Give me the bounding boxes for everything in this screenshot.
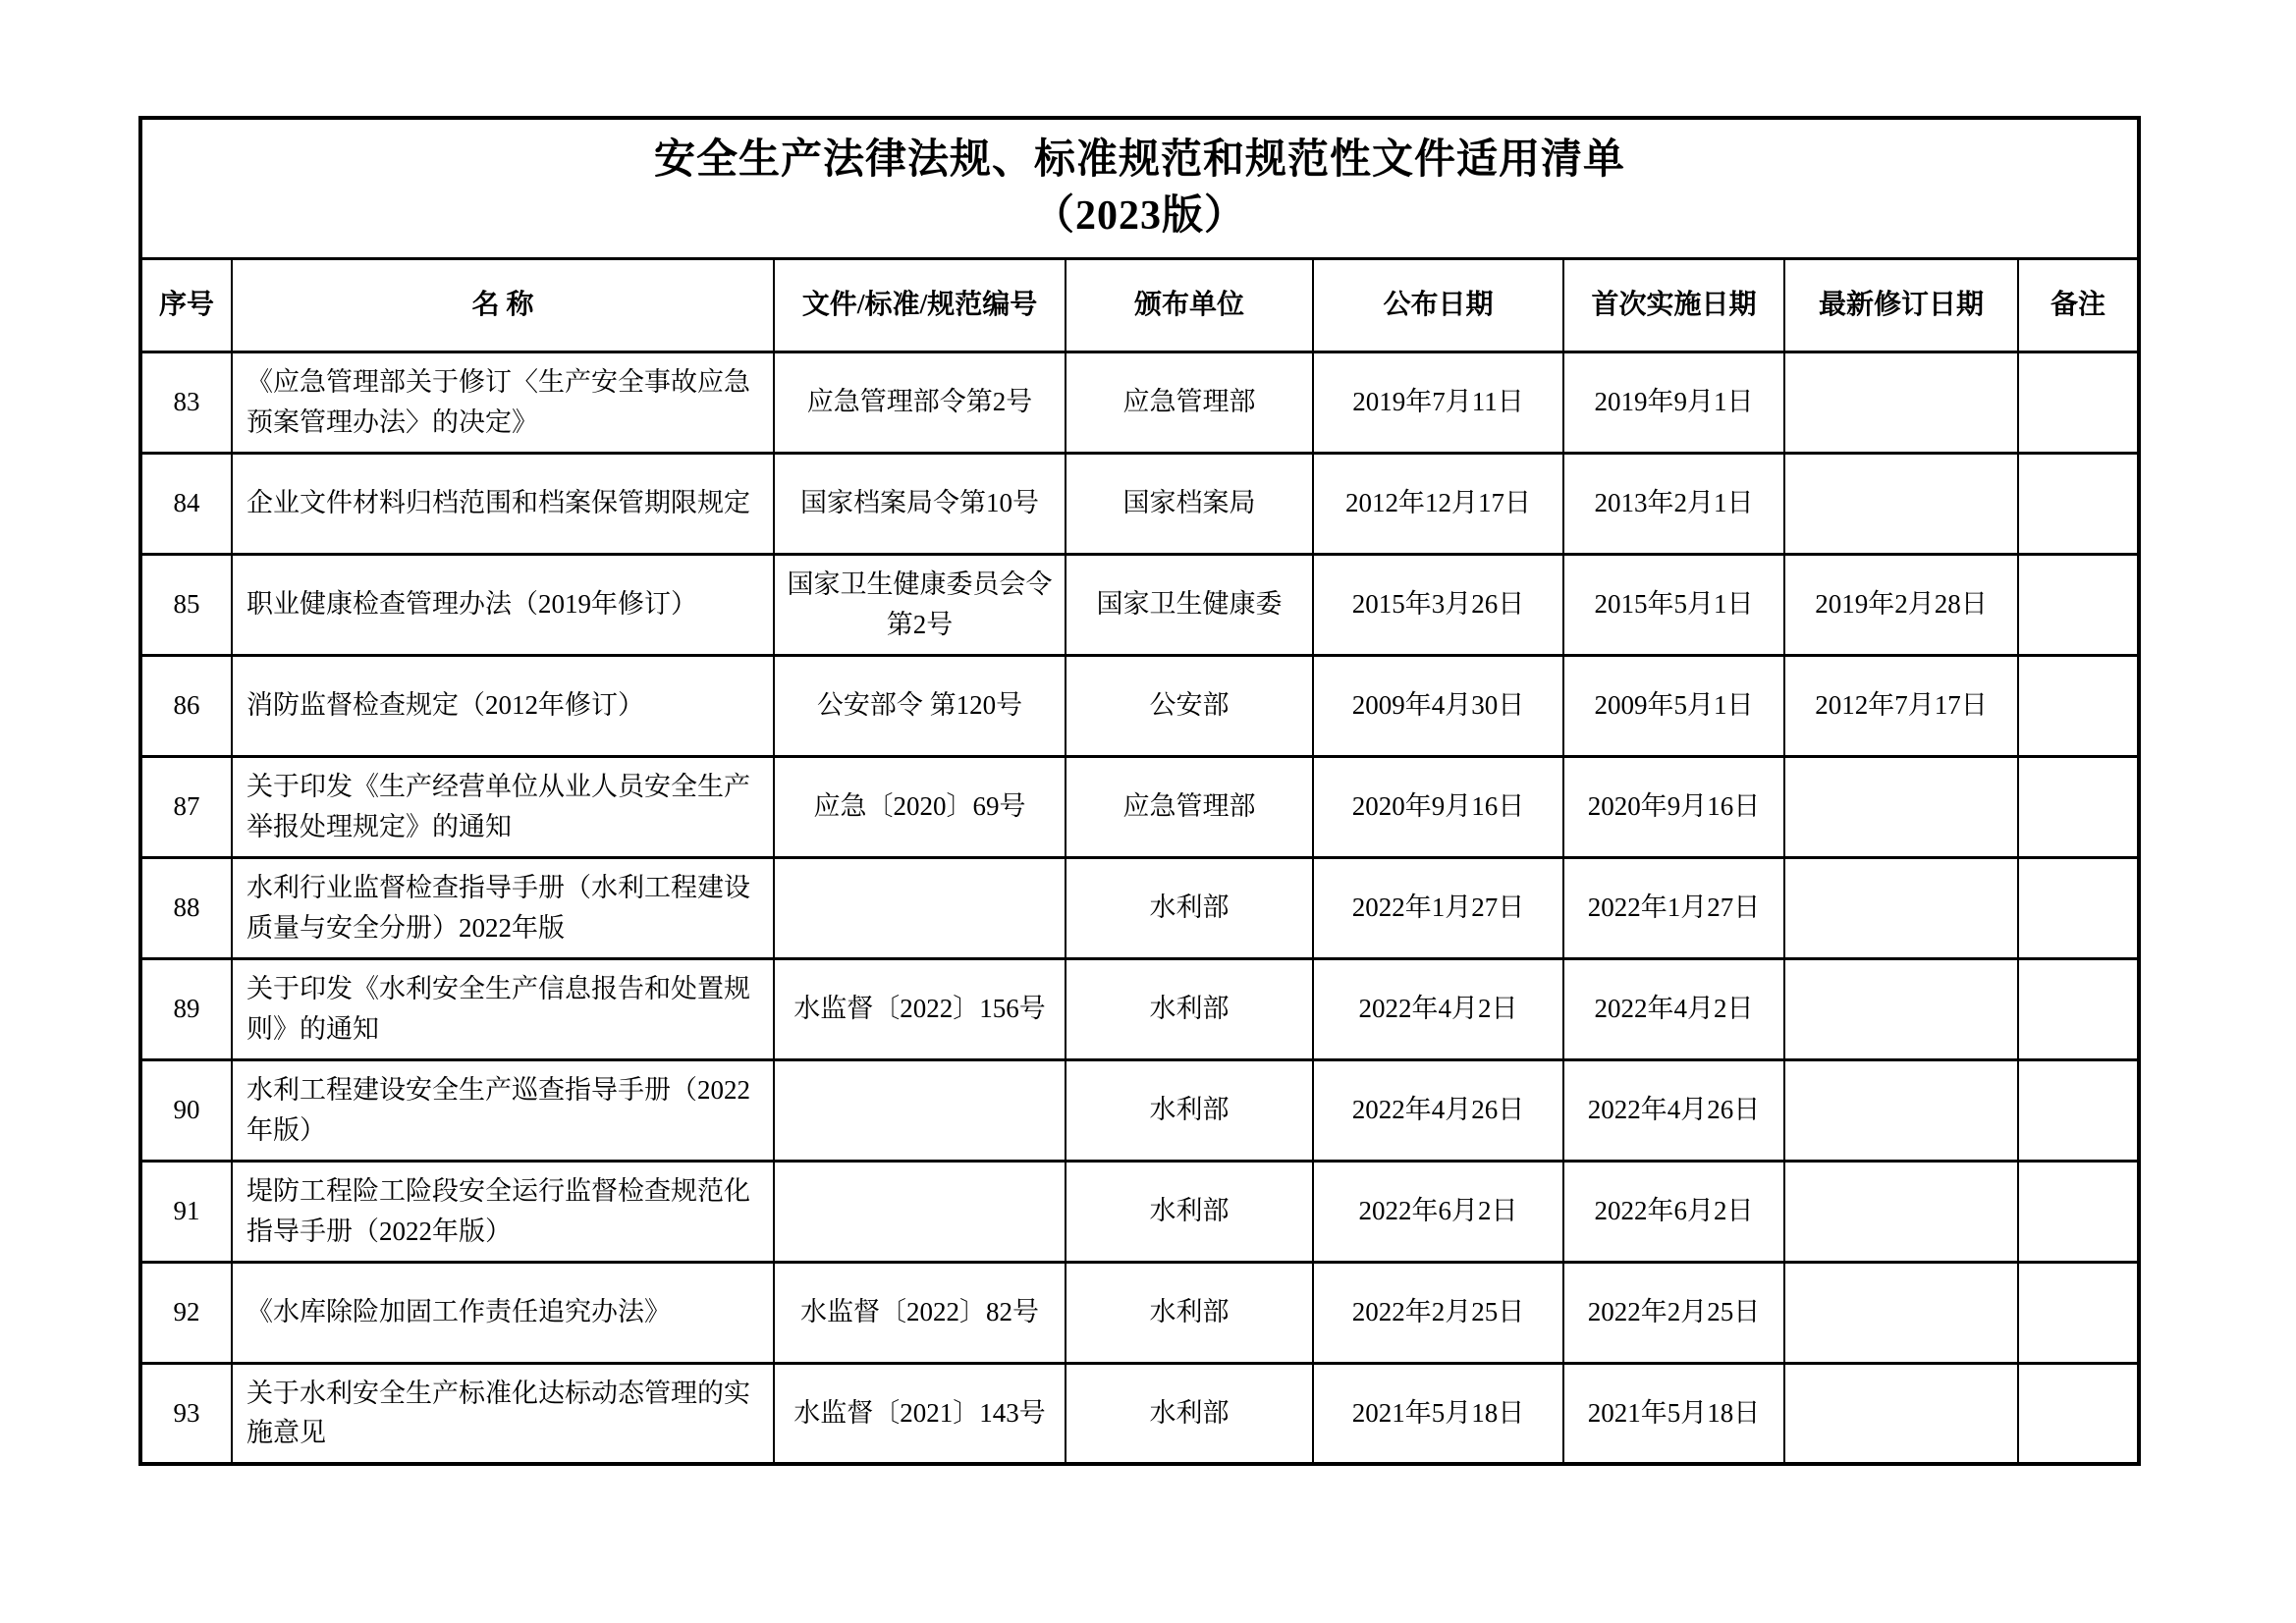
column-header-4: 公布日期 (1313, 258, 1563, 352)
document-number: 应急〔2020〕69号 (774, 756, 1066, 857)
column-header-3: 颁布单位 (1066, 258, 1313, 352)
document-number: 公安部令 第120号 (774, 655, 1066, 756)
row-number: 90 (140, 1059, 232, 1161)
publish-date: 2015年3月26日 (1313, 554, 1563, 655)
first-implementation-date: 2013年2月1日 (1563, 453, 1784, 554)
row-number: 84 (140, 453, 232, 554)
table-row (140, 756, 2139, 857)
publish-date: 2022年6月2日 (1313, 1161, 1563, 1262)
document-number: 水监督〔2022〕82号 (774, 1262, 1066, 1363)
remark (2018, 1059, 2139, 1161)
first-implementation-date: 2022年2月25日 (1563, 1262, 1784, 1363)
latest-revision-date (1784, 1262, 2018, 1363)
issuing-unit: 水利部 (1066, 1363, 1313, 1464)
row-number: 92 (140, 1262, 232, 1363)
column-header-6: 最新修订日期 (1784, 258, 2018, 352)
table-row (140, 1363, 2139, 1464)
row-number: 87 (140, 756, 232, 857)
row-number: 93 (140, 1363, 232, 1464)
column-header-0: 序号 (140, 258, 232, 352)
publish-date: 2022年1月27日 (1313, 857, 1563, 958)
first-implementation-date: 2022年4月2日 (1563, 958, 1784, 1059)
document-number: 国家卫生健康委员会令第2号 (774, 554, 1066, 655)
table-row (140, 453, 2139, 554)
table-row (140, 1161, 2139, 1262)
document-number: 国家档案局令第10号 (774, 453, 1066, 554)
publish-date: 2022年2月25日 (1313, 1262, 1563, 1363)
issuing-unit: 国家卫生健康委 (1066, 554, 1313, 655)
document-number: 水监督〔2022〕156号 (774, 958, 1066, 1059)
first-implementation-date: 2020年9月16日 (1563, 756, 1784, 857)
issuing-unit: 应急管理部 (1066, 756, 1313, 857)
regulation-name: 关于印发《水利安全生产信息报告和处置规则》的通知 (232, 958, 774, 1059)
document-number: 应急管理部令第2号 (774, 352, 1066, 453)
regulation-name: 企业文件材料归档范围和档案保管期限规定 (232, 453, 774, 554)
regulation-name: 堤防工程险工险段安全运行监督检查规范化指导手册（2022年版） (232, 1161, 774, 1262)
table-title-cell (140, 118, 2139, 258)
latest-revision-date (1784, 1161, 2018, 1262)
publish-date: 2020年9月16日 (1313, 756, 1563, 857)
column-header-row (140, 258, 2139, 352)
column-header-1: 名 称 (232, 258, 774, 352)
remark (2018, 1363, 2139, 1464)
latest-revision-date (1784, 857, 2018, 958)
latest-revision-date (1784, 756, 2018, 857)
regulation-name: 水利行业监督检查指导手册（水利工程建设质量与安全分册）2022年版 (232, 857, 774, 958)
regulation-name: 消防监督检查规定（2012年修订） (232, 655, 774, 756)
issuing-unit: 水利部 (1066, 958, 1313, 1059)
issuing-unit: 水利部 (1066, 1262, 1313, 1363)
regulation-name: 关于水利安全生产标准化达标动态管理的实施意见 (232, 1363, 774, 1464)
latest-revision-date: 2012年7月17日 (1784, 655, 2018, 756)
row-number: 89 (140, 958, 232, 1059)
row-number: 86 (140, 655, 232, 756)
row-number: 88 (140, 857, 232, 958)
column-header-7: 备注 (2018, 258, 2139, 352)
table-row (140, 1059, 2139, 1161)
latest-revision-date (1784, 958, 2018, 1059)
table-row (140, 1262, 2139, 1363)
latest-revision-date (1784, 453, 2018, 554)
document-number (774, 1059, 1066, 1161)
remark (2018, 655, 2139, 756)
regulation-name: 职业健康检查管理办法（2019年修订） (232, 554, 774, 655)
page-title-version: （2023版） (1033, 192, 1247, 239)
first-implementation-date: 2021年5月18日 (1563, 1363, 1784, 1464)
first-implementation-date: 2022年6月2日 (1563, 1161, 1784, 1262)
regulation-name: 《水库除险加固工作责任追究办法》 (232, 1262, 774, 1363)
latest-revision-date (1784, 1059, 2018, 1161)
first-implementation-date: 2015年5月1日 (1563, 554, 1784, 655)
publish-date: 2022年4月2日 (1313, 958, 1563, 1059)
regulations-table (138, 116, 2141, 1466)
publish-date: 2019年7月11日 (1313, 352, 1563, 453)
table-row (140, 958, 2139, 1059)
remark (2018, 1161, 2139, 1262)
document-number (774, 857, 1066, 958)
issuing-unit: 应急管理部 (1066, 352, 1313, 453)
column-header-2: 文件/标准/规范编号 (774, 258, 1066, 352)
publish-date: 2009年4月30日 (1313, 655, 1563, 756)
first-implementation-date: 2022年4月26日 (1563, 1059, 1784, 1161)
table-row (140, 655, 2139, 756)
row-number: 85 (140, 554, 232, 655)
row-number: 91 (140, 1161, 232, 1262)
document-number (774, 1161, 1066, 1262)
row-number: 83 (140, 352, 232, 453)
page-title: 安全生产法律法规、标准规范和规范性文件适用清单 (654, 137, 1626, 184)
issuing-unit: 水利部 (1066, 857, 1313, 958)
issuing-unit: 水利部 (1066, 1161, 1313, 1262)
issuing-unit: 公安部 (1066, 655, 1313, 756)
latest-revision-date: 2019年2月28日 (1784, 554, 2018, 655)
publish-date: 2021年5月18日 (1313, 1363, 1563, 1464)
first-implementation-date: 2019年9月1日 (1563, 352, 1784, 453)
regulation-name: 关于印发《生产经营单位从业人员安全生产举报处理规定》的通知 (232, 756, 774, 857)
remark (2018, 756, 2139, 857)
remark (2018, 1262, 2139, 1363)
publish-date: 2022年4月26日 (1313, 1059, 1563, 1161)
column-header-5: 首次实施日期 (1563, 258, 1784, 352)
first-implementation-date: 2022年1月27日 (1563, 857, 1784, 958)
regulation-name: 水利工程建设安全生产巡查指导手册（2022年版） (232, 1059, 774, 1161)
remark (2018, 453, 2139, 554)
issuing-unit: 水利部 (1066, 1059, 1313, 1161)
remark (2018, 554, 2139, 655)
table-row (140, 352, 2139, 453)
title-row (140, 118, 2139, 258)
remark (2018, 958, 2139, 1059)
latest-revision-date (1784, 1363, 2018, 1464)
issuing-unit: 国家档案局 (1066, 453, 1313, 554)
table-row (140, 554, 2139, 655)
regulation-name: 《应急管理部关于修订〈生产安全事故应急预案管理办法〉的决定》 (232, 352, 774, 453)
document-number: 水监督〔2021〕143号 (774, 1363, 1066, 1464)
latest-revision-date (1784, 352, 2018, 453)
remark (2018, 857, 2139, 958)
publish-date: 2012年12月17日 (1313, 453, 1563, 554)
table-row (140, 857, 2139, 958)
remark (2018, 352, 2139, 453)
first-implementation-date: 2009年5月1日 (1563, 655, 1784, 756)
